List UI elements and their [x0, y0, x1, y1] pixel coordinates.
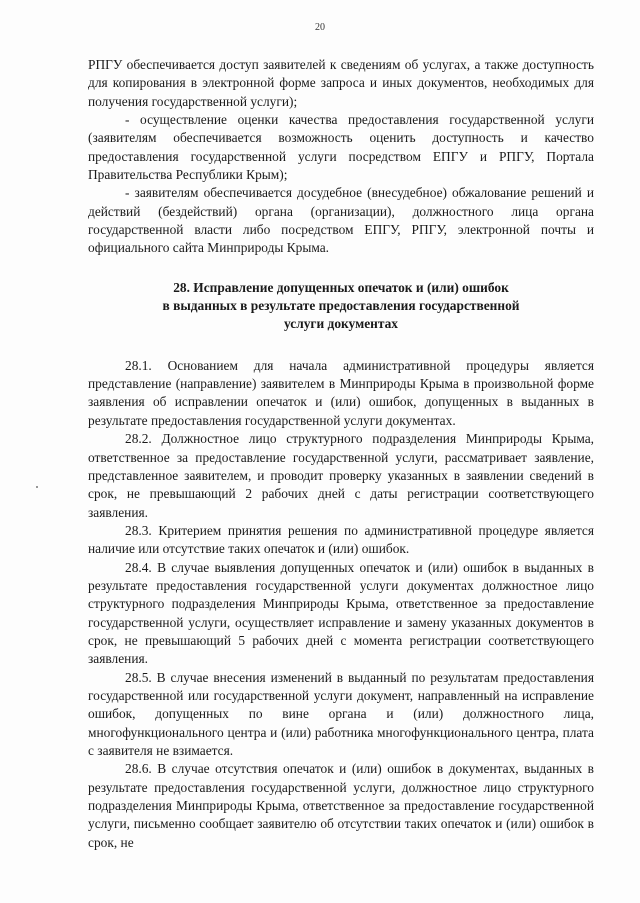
clause-28-4: 28.4. В случае выявления допущенных опечаток и (или) ошибок в выданных в результате предоставления государственной услуги документах должностное лицо структурного подразделения Минприроды Крыма, ответственное за предоставление государственной услуги, осуществляет исправление и замену указанных документов в срок, не превышающий 5 рабочих дней с момента регистрации соответствующего заявления.: [88, 559, 594, 667]
clause-28-1: 28.1. Основанием для начала административной процедуры является представление (направление) заявителем в Минприроды Крыма в произвольной форме заявления об исправлении опечаток и (или) ошибок, допущенных в выданных в результате предоставления государственной услуги документах.: [88, 357, 594, 428]
list-item-quality-assessment: - осуществление оценки качества предоставления государственной услуги (заявителям обеспечивается возможность оценить доступность и качество предоставления государственной услуги посредством ЕПГУ и РПГУ, Портала Правительства Республики Крым);: [88, 112, 594, 183]
clause-28-3: 28.3. Критерием принятия решения по административной процедуре является наличие или отсутствие таких опечаток и (или) ошибок.: [88, 522, 594, 557]
section-heading: [88, 279, 594, 333]
page-body: [88, 56, 594, 852]
paragraph-continuation: РПГУ обеспечивается доступ заявителей к сведениям об услугах, а также доступность для копирования в электронной форме запроса и иных документов, необходимых для получения государственной услуги);: [88, 57, 594, 109]
margin-mark: [36, 486, 38, 488]
page-number: 20: [315, 22, 325, 33]
section-heading-line: в выданных в результате предоставления государственной: [162, 297, 520, 313]
section-heading-line: 28. Исправление допущенных опечаток и (или) ошибок: [173, 279, 509, 295]
section-heading-line: услуги документах: [283, 315, 398, 331]
clause-28-2: 28.2. Должностное лицо структурного подразделения Минприроды Крыма, ответственное за предоставление государственной услуги, рассматривает заявление, представленное заявителем, и проводит проверку указанных в заявлении сведений в срок, не превышающий 2 рабочих дней с даты регистрации соответствующего заявления.: [88, 431, 594, 520]
clause-28-6: 28.6. В случае отсутствия опечаток и (или) ошибок в документах, выданных в результате предоставления государственной услуги, должностное лицо структурного подразделения Минприроды Крыма, ответственное за предоставление государственной услуги, письменно сообщает заявителю об отсутствии таких опечаток и (или) ошибок в срок, не: [88, 761, 594, 850]
clause-28-5: 28.5. В случае внесения изменений в выданный по результатам предоставления государственной или государственной услуги документ, направленный на исправление ошибок, допущенных по вине органа и (или) должностного лица, многофункционального центра и (или) работника многофункционального центра, плата с заявителя не взимается.: [88, 669, 594, 758]
list-item-pretrial-appeal: - заявителям обеспечивается досудебное (внесудебное) обжалование решений и действий (бездействий) органа (организации), должностного лица органа государственной власти либо посредством ЕПГУ, РПГУ, электронной почты и официального сайта Минприроды Крыма.: [88, 185, 594, 256]
